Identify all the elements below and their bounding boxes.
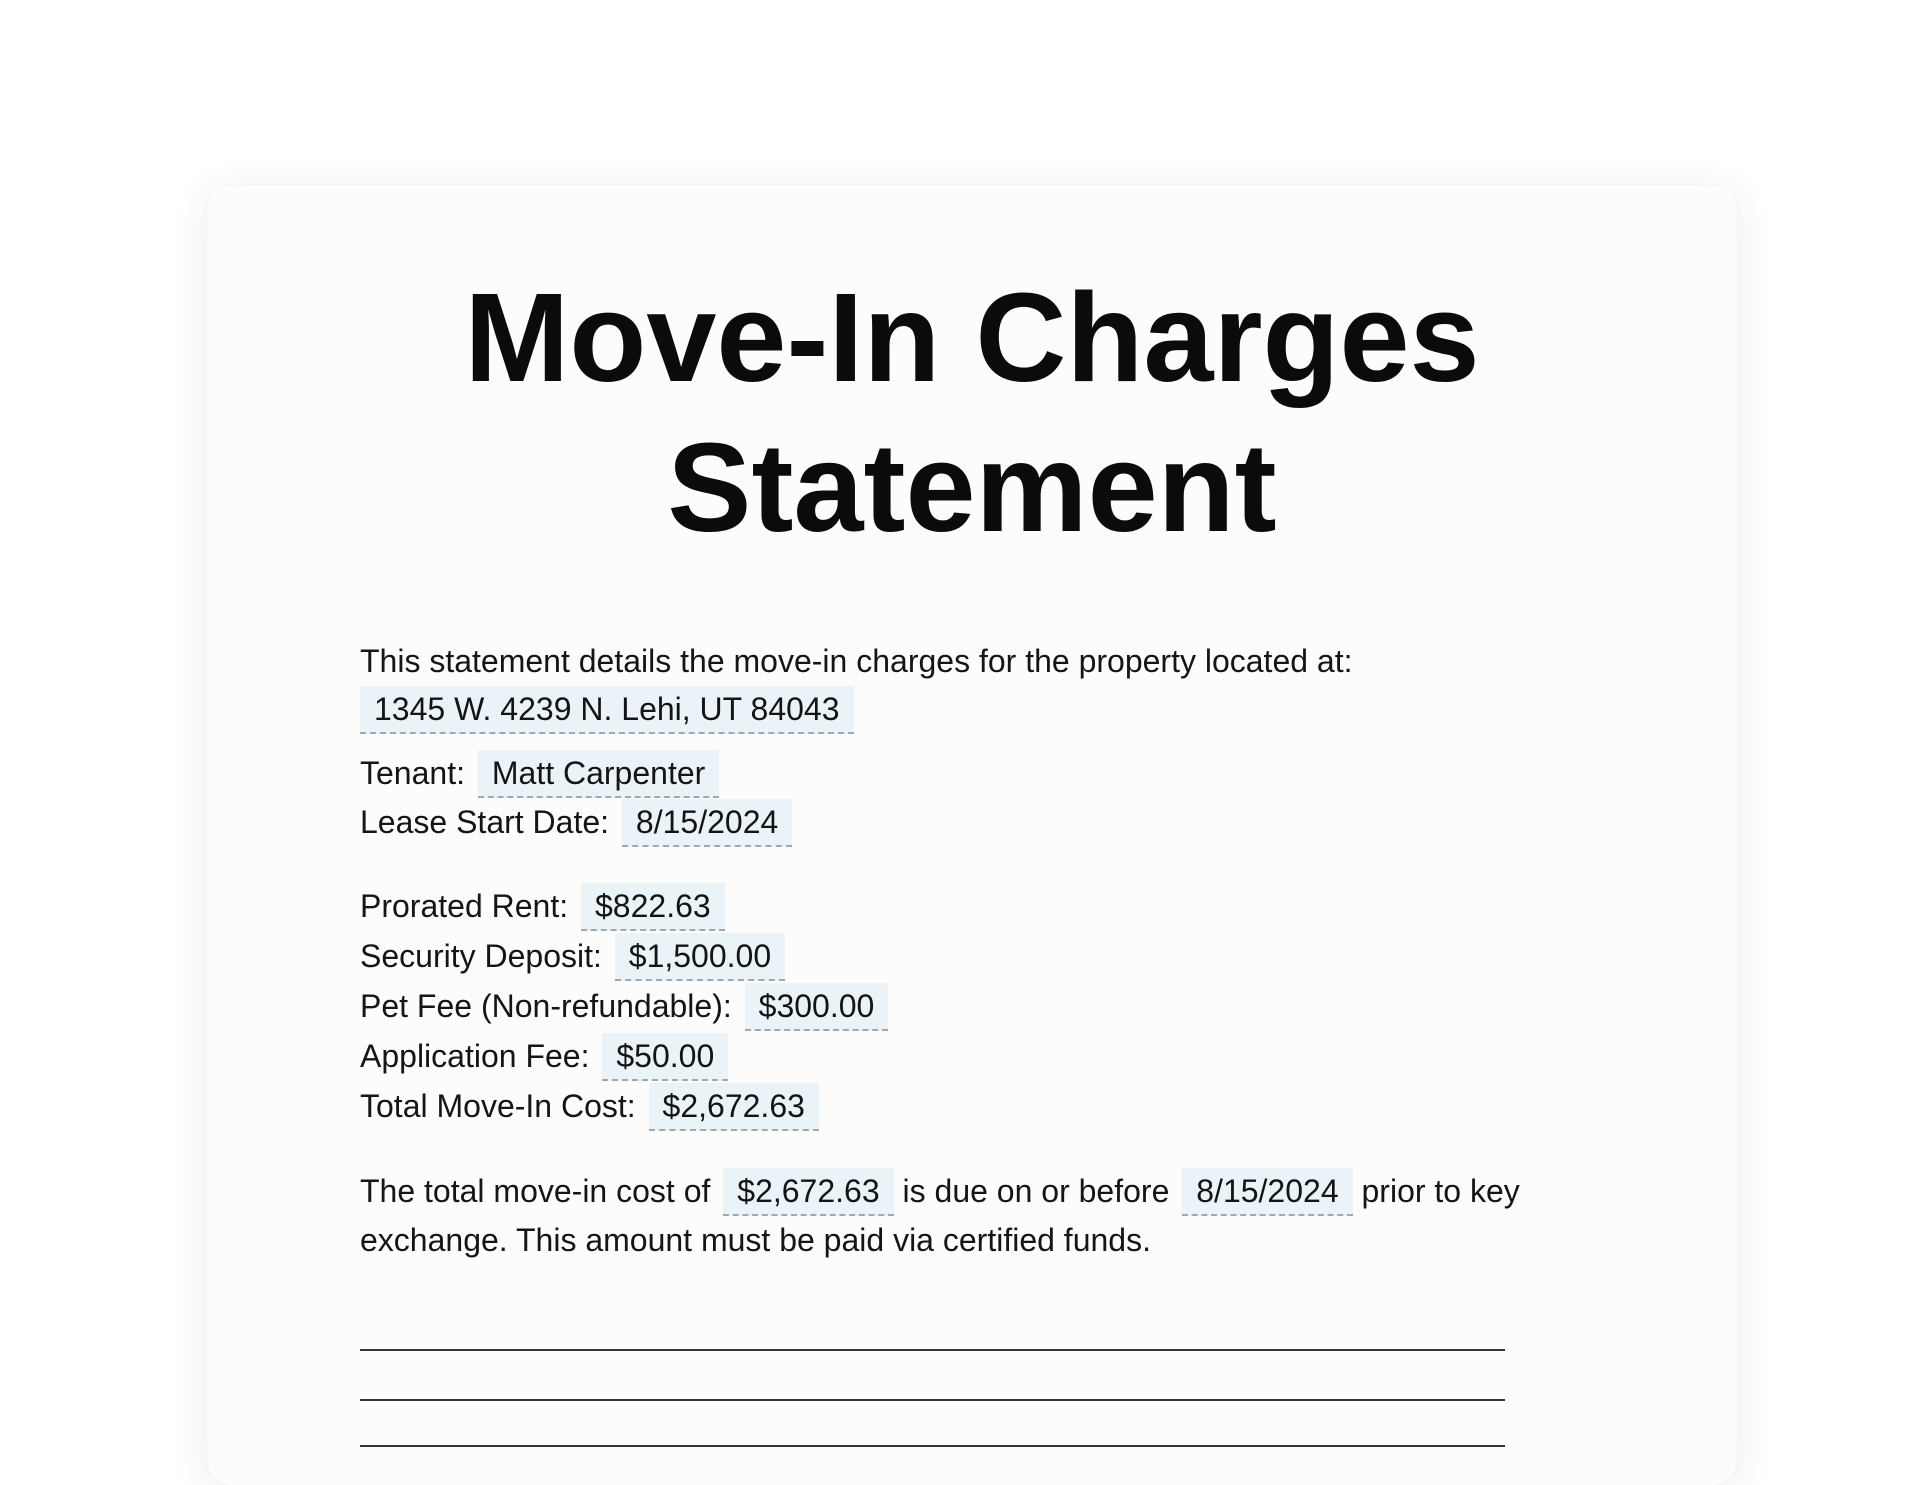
charge-row [360, 1032, 728, 1080]
signature-line [360, 1349, 1505, 1351]
tenant-line [360, 749, 719, 797]
security-deposit-field[interactable]: $1,500.00 [615, 933, 785, 981]
lease-start-line [360, 798, 792, 846]
charge-row [360, 982, 888, 1030]
charge-label: Pet Fee (Non-refundable): [360, 988, 732, 1024]
charge-label: Prorated Rent: [360, 888, 569, 924]
charge-label: Security Deposit: [360, 938, 602, 974]
charge-row [360, 1082, 819, 1130]
charge-label: Application Fee: [360, 1038, 590, 1074]
title-line-2: Statement [667, 417, 1277, 558]
address-field[interactable]: 1345 W. 4239 N. Lehi, UT 84043 [360, 686, 854, 734]
lease-start-field[interactable]: 8/15/2024 [622, 799, 792, 847]
signature-line [360, 1445, 1505, 1447]
closing-line-1 [360, 1167, 1520, 1215]
intro-text: This statement details the move-in charges for the property located at: [360, 643, 1353, 679]
lease-start-label: Lease Start Date: [360, 804, 610, 840]
closing-text: is due on or before [902, 1173, 1170, 1209]
closing-amount-field[interactable]: $2,672.63 [723, 1168, 893, 1216]
tenant-field[interactable]: Matt Carpenter [478, 750, 719, 798]
charge-label: Total Move-In Cost: [360, 1088, 636, 1124]
closing-text: prior to key [1361, 1173, 1520, 1209]
application-fee-field[interactable]: $50.00 [602, 1033, 728, 1081]
charge-row [360, 932, 785, 980]
document-page [207, 185, 1737, 1485]
closing-date-field[interactable]: 8/15/2024 [1182, 1168, 1352, 1216]
address-line [360, 685, 854, 733]
charge-row [360, 882, 725, 930]
tenant-label: Tenant: [360, 755, 465, 791]
closing-text: The total move-in cost of [360, 1173, 711, 1209]
signature-line [360, 1399, 1505, 1401]
pet-fee-field[interactable]: $300.00 [745, 983, 889, 1031]
title-line-1: Move-In Charges [464, 267, 1480, 408]
closing-line-2: exchange. This amount must be paid via certified funds. [360, 1222, 1151, 1258]
page-title [207, 263, 1737, 563]
total-cost-field[interactable]: $2,672.63 [649, 1083, 819, 1131]
prorated-rent-field[interactable]: $822.63 [581, 883, 725, 931]
